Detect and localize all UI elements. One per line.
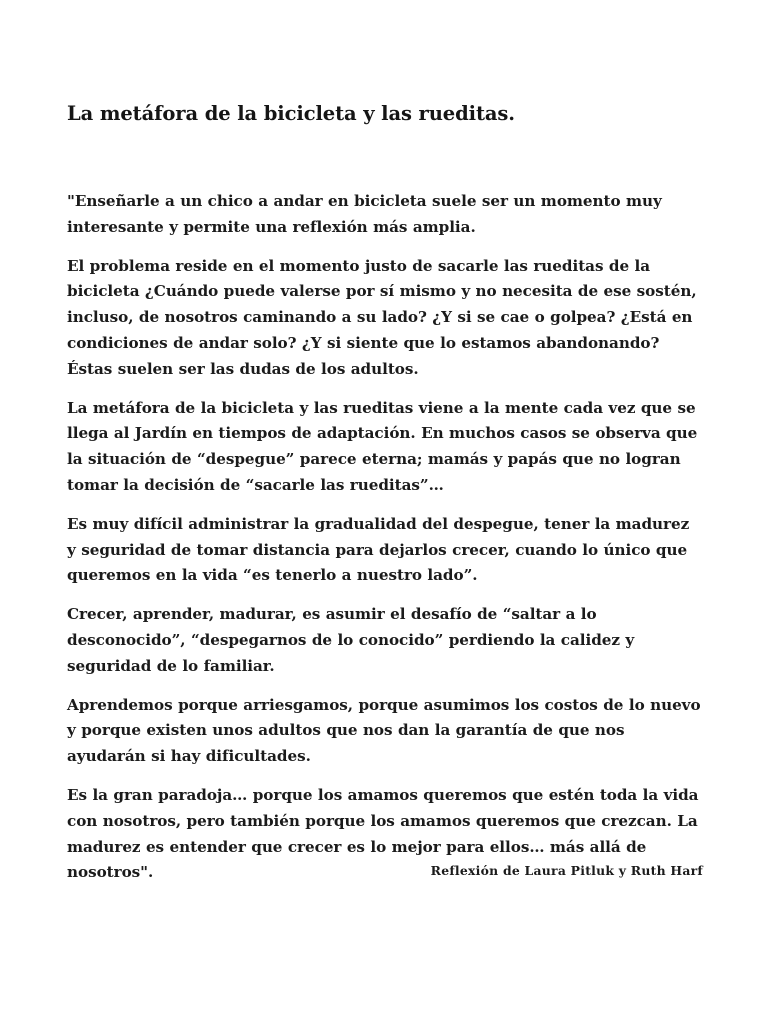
attribution-block xyxy=(67,860,703,881)
paragraph: La metáfora de la bicicleta y las rueditas viene a la mente cada vez que se llega al Jardín en tiempos de adaptación. En muchos casos se observa que la situación de “despegue” parece eterna; mamás y papás que no logran tomar la decisión de “sacarle las rueditas”… xyxy=(67,398,698,494)
paragraph: Aprendemos porque arriesgamos, porque asumimos los costos de lo nuevo y porque existen unos adultos que nos dan la garantía de que nos ayudarán si hay dificultades. xyxy=(67,695,701,766)
document-body xyxy=(67,101,703,886)
paragraph: El problema reside en el momento justo de sacarle las rueditas de la bicicleta ¿Cuándo puede valerse por sí mismo y no necesita de ese sostén, incluso, de nosotros caminando a su lado? ¿Y si se cae o golpea? ¿Está en condiciones de andar solo? ¿Y si siente que lo estamos abandonando? Éstas suelen ser las dudas de los adultos. xyxy=(67,256,697,378)
paragraph-list xyxy=(67,189,703,886)
paragraph: "Enseñarle a un chico a andar en bicicleta suele ser un momento muy interesante y permite una reflexión más amplia. xyxy=(67,192,662,236)
attribution-text: Reflexión de Laura Pitluk y Ruth Harf xyxy=(430,863,703,878)
page-title: La metáfora de la bicicleta y las rueditas. xyxy=(67,102,515,125)
paragraph: Es muy difícil administrar la gradualidad del despegue, tener la madurez y seguridad de tomar distancia para dejarlos crecer, cuando lo único que queremos en la vida “es tenerlo a nuestro lado”. xyxy=(67,514,690,585)
paragraph: Es la gran paradoja… porque los amamos queremos que estén toda la vida con nosotros, pero también porque los amamos queremos que crezcan. La madurez es entender que crecer es lo mejor para ellos… más allá de nosotros". xyxy=(67,785,699,882)
paragraph: Crecer, aprender, madurar, es asumir el desafío de “saltar a lo desconocido”, “despegarnos de lo conocido” perdiendo la calidez y seguridad de lo familiar. xyxy=(67,605,635,675)
